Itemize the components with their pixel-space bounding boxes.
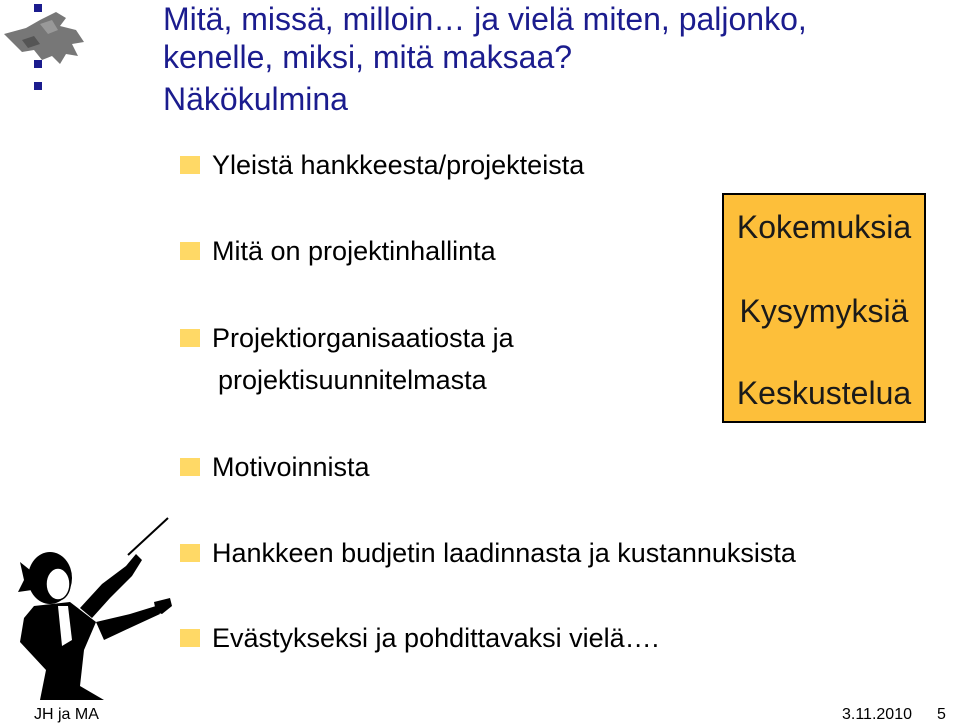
bullet-text: Yleistä hankkeesta/projekteista	[212, 149, 585, 180]
bullet-text: Evästykseksi ja pohdittavaksi vielä….	[212, 622, 660, 653]
bullet-square-icon	[180, 544, 200, 562]
title-line-1: Mitä, missä, milloin… ja vielä miten, paljonko,	[163, 1, 807, 37]
conductor-clipart-icon	[10, 510, 180, 702]
footer-author: JH ja MA	[34, 706, 99, 723]
bullet-square-icon	[180, 458, 200, 476]
footer-page-number: 5	[937, 706, 946, 723]
bullet-square-icon	[180, 156, 200, 174]
bullet-square-icon	[180, 629, 200, 647]
title-line-3: Näkökulmina	[163, 81, 348, 117]
bullet-item	[180, 318, 514, 358]
bullet-item	[180, 533, 796, 573]
bullet-continuation: projektisuunnitelmasta	[218, 365, 487, 395]
bullet-item	[180, 618, 659, 658]
university-logo-icon	[0, 0, 92, 100]
bullet-item	[180, 231, 496, 271]
bullet-item	[180, 447, 370, 487]
footer-date: 3.11.2010	[842, 706, 912, 723]
bullet-item	[180, 145, 584, 185]
bullet-text: Projektiorganisaatiosta ja	[212, 322, 514, 353]
title-line-2: kenelle, miksi, mitä maksaa?	[163, 39, 573, 75]
bullet-text: Motivoinnista	[212, 451, 370, 482]
bullet-text: Mitä on projektinhallinta	[212, 235, 496, 266]
callout-item: Kysymyksiä	[739, 293, 909, 329]
bullet-square-icon	[180, 242, 200, 260]
bullet-square-icon	[180, 329, 200, 347]
callout-item: Kokemuksia	[736, 209, 912, 245]
callout-item: Keskustelua	[736, 375, 912, 411]
bullet-text: Hankkeen budjetin laadinnasta ja kustannuksista	[212, 537, 796, 568]
callout-box	[722, 193, 926, 423]
